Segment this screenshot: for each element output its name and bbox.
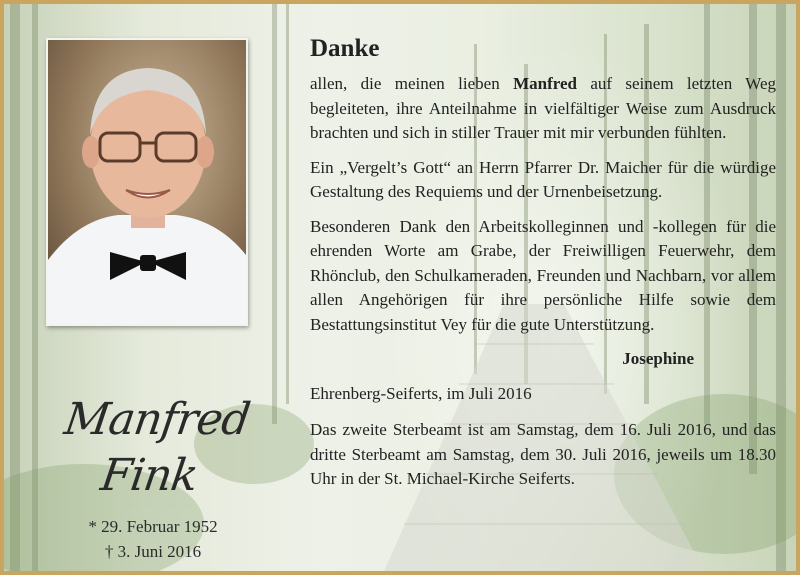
- birth-date: * 29. Februar 1952: [88, 517, 218, 536]
- p1-text-end: auf seinem letzten Weg begleiteten, ihre Anteilnahme in vielfältiger Weise zum Ausdruck brachten und sich in stiller Trauer mit mir verbunden fühlten.: [310, 74, 776, 142]
- place-date: Ehrenberg-Seiferts, im Juli 2016: [310, 383, 532, 403]
- thanks-paragraph-1: [310, 72, 776, 146]
- deceased-name: Manfred Fink: [61, 394, 253, 501]
- portrait-photo: [46, 38, 248, 326]
- mass-announcement: Das zweite Sterbeamt ist am Samstag, dem 16. Juli 2016, und das dritte Sterbeamt am Samstag, dem 30. Juli 2016, jeweils um 18.30 Uhr in der St. Michael-Kirche Seiferts.: [310, 420, 776, 488]
- thanks-heading: Danke: [310, 35, 380, 62]
- life-dates: [22, 514, 284, 564]
- thank-you-text: [310, 34, 776, 502]
- p1-name: Manfred: [513, 74, 577, 93]
- thanks-paragraph-3: Besonderen Dank den Arbeitskolleginnen und -kollegen für die ehrenden Worte am Grabe, der Freiwilligen Feuerwehr, dem Rhönclub, den Schulkameraden, Freunden und Nachbarn, vor allem allen Angehörigen für ihre persönliche Hilfe sowie dem Bestattungsinstitut Vey für die gute Unterstützung.: [310, 216, 776, 334]
- name-block: [22, 392, 284, 564]
- p1-text-start: allen, die meinen lieben: [310, 74, 514, 93]
- signoff-name: Josephine: [622, 349, 694, 368]
- death-date: † 3. Juni 2016: [104, 542, 202, 561]
- portrait-image: [48, 40, 246, 324]
- thanks-paragraph-2: Ein „Vergelt’s Gott“ an Herrn Pfarrer Dr. Maicher für die würdige Gestaltung des Requiems und der Urnenbeisetzung.: [310, 157, 776, 201]
